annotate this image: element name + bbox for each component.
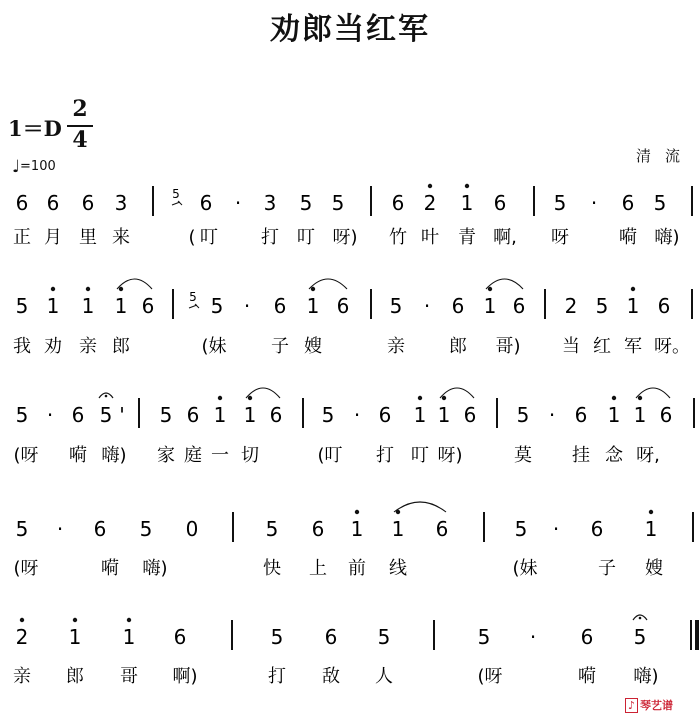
note-number: 1 — [350, 517, 364, 541]
grace-slash-icon — [172, 201, 182, 205]
lyric-syllable: 嗬 — [619, 227, 637, 248]
note-number: 2 — [15, 625, 29, 649]
lyric-syllable: 劝 — [44, 336, 62, 357]
note-number: 5 — [514, 517, 528, 541]
lyric-syllable: (妹 — [201, 336, 227, 357]
lyric-syllable: (呀 — [13, 558, 39, 579]
note-number: 5 — [477, 625, 491, 649]
lyric-syllable: (呀 — [477, 666, 503, 687]
note-number: 6 — [81, 191, 95, 215]
lyric-syllable: 打 — [268, 666, 286, 687]
lyric-syllable: 嗬 — [69, 445, 87, 466]
octave-dot-above — [638, 396, 642, 400]
grace-note: 5 — [172, 187, 180, 201]
octave-dot-above — [119, 287, 123, 291]
note-number: 5 — [210, 294, 224, 318]
note-number: 6 — [15, 191, 29, 215]
lyric-syllable: 青 — [458, 227, 476, 248]
note-number: 6 — [141, 294, 155, 318]
note-number: 6 — [173, 625, 187, 649]
lyric-syllable: 子 — [271, 336, 289, 357]
note-number: 6 — [391, 191, 405, 215]
note-number: 5 — [331, 191, 345, 215]
lyric-syllable: 呀, — [636, 445, 660, 466]
octave-dot-above — [418, 396, 422, 400]
note-number: 5 — [265, 517, 279, 541]
note-number: 6 — [324, 625, 338, 649]
barline — [544, 289, 546, 319]
note-number: 6 — [46, 191, 60, 215]
lyric-syllable: 呀 — [551, 227, 569, 248]
note-number: 6 — [435, 517, 449, 541]
barline — [302, 398, 304, 428]
note-number: 2 — [564, 294, 578, 318]
note-number: 1 — [68, 625, 82, 649]
note-number: 1 — [460, 191, 474, 215]
lyric-syllable: 嗨) — [142, 558, 168, 579]
note-number: 6 — [186, 403, 200, 427]
key-signature: 1＝D — [8, 116, 62, 141]
lyric-syllable: 嗨) — [654, 227, 680, 248]
barline — [692, 512, 694, 542]
note-number: 5 — [377, 625, 391, 649]
barline — [533, 186, 535, 216]
dot-duration: · — [56, 517, 64, 541]
lyric-syllable: (呀 — [13, 445, 39, 466]
lyric-syllable: 打 — [376, 445, 394, 466]
octave-dot-above — [428, 184, 432, 188]
lyric-syllable: 庭 — [184, 445, 202, 466]
watermark-text: 琴艺谱 — [640, 699, 674, 712]
lyric-syllable: 嗨) — [633, 666, 659, 687]
lyric-syllable: (妹 — [512, 558, 538, 579]
note-number: 1 — [114, 294, 128, 318]
note-number: 5 — [99, 403, 113, 427]
note-number: ' — [119, 403, 125, 427]
note-number: 6 — [93, 517, 107, 541]
octave-dot-above — [465, 184, 469, 188]
note-number: 1 — [122, 625, 136, 649]
lyric-syllable: 郎 — [449, 336, 467, 357]
note-number: 6 — [451, 294, 465, 318]
lyric-syllable: ( — [188, 227, 196, 248]
tempo-value: =100 — [20, 159, 56, 174]
lyric-syllable: 家 — [157, 445, 175, 466]
lyric-syllable: 呀。 — [654, 336, 690, 357]
lyric-syllable: 军 — [624, 336, 642, 357]
note-number: 6 — [574, 403, 588, 427]
note-number: 6 — [71, 403, 85, 427]
barline — [483, 512, 485, 542]
lyric-syllable: 叮 — [411, 445, 429, 466]
dot-duration: · — [234, 191, 242, 215]
note-number: 1 — [633, 403, 647, 427]
dot-duration: · — [423, 294, 431, 318]
lyric-syllable: 我 — [13, 336, 31, 357]
dot-duration: · — [552, 517, 560, 541]
note-number: 1 — [46, 294, 60, 318]
barline — [370, 289, 372, 319]
watermark-logo — [625, 697, 673, 713]
note-number: 6 — [199, 191, 213, 215]
barline — [433, 620, 435, 650]
barline — [693, 398, 695, 428]
note-number: 5 — [139, 517, 153, 541]
note-number: 1 — [391, 517, 405, 541]
lyric-syllable: 啊, — [493, 227, 517, 248]
lyric-syllable: 嗨) — [101, 445, 127, 466]
lyric-syllable: 莫 — [514, 445, 532, 466]
lyric-syllable: 嗬 — [578, 666, 596, 687]
octave-dot-above — [127, 618, 131, 622]
lyric-syllable: 叮 — [200, 227, 218, 248]
note-number: 5 — [633, 625, 647, 649]
lyric-syllable: 一 — [211, 445, 229, 466]
lyric-syllable: 叶 — [421, 227, 439, 248]
lyric-syllable: 挂 — [572, 445, 590, 466]
lyric-syllable: 上 — [309, 558, 327, 579]
octave-dot-above — [612, 396, 616, 400]
lyric-syllable: 嗬 — [101, 558, 119, 579]
song-title: 劝郎当红军 — [270, 12, 430, 47]
lyric-syllable: 竹 — [389, 227, 407, 248]
lyric-syllable: 里 — [79, 227, 97, 248]
dot-duration: · — [353, 403, 361, 427]
note-number: 5 — [15, 517, 29, 541]
note-number: 1 — [607, 403, 621, 427]
note-number: 6 — [580, 625, 594, 649]
lyric-syllable: 红 — [593, 336, 611, 357]
lyric-syllable: 切 — [241, 445, 259, 466]
lyric-syllable: 亲 — [13, 666, 31, 687]
dot-duration: · — [548, 403, 556, 427]
author-credit: 清流 — [636, 147, 695, 165]
lyric-syllable: 哥) — [495, 336, 521, 357]
note-number: 1 — [483, 294, 497, 318]
lyric-syllable: 亲 — [387, 336, 405, 357]
note-number: 1 — [81, 294, 95, 318]
note-number: 6 — [463, 403, 477, 427]
note-number: 6 — [657, 294, 671, 318]
note-number: 6 — [659, 403, 673, 427]
grace-note: 5 — [189, 290, 197, 304]
octave-dot-above — [311, 287, 315, 291]
lyric-syllable: 嫂 — [304, 336, 322, 357]
slur — [394, 502, 446, 512]
fermata-dot — [639, 617, 642, 620]
note-number: 6 — [378, 403, 392, 427]
note-number: 6 — [336, 294, 350, 318]
lyric-syllable: (叮 — [317, 445, 343, 466]
octave-dot-above — [86, 287, 90, 291]
lyric-syllable: 亲 — [79, 336, 97, 357]
dot-duration: · — [243, 294, 251, 318]
final-barline — [695, 620, 699, 650]
note-number: 1 — [437, 403, 451, 427]
note-number: 5 — [653, 191, 667, 215]
lyric-syllable: 哥 — [120, 666, 138, 687]
logo-icon: ♪ — [625, 698, 638, 713]
lyric-syllable: 郎 — [112, 336, 130, 357]
lyric-syllable: 前 — [348, 558, 366, 579]
note-number: 1 — [306, 294, 320, 318]
octave-dot-above — [631, 287, 635, 291]
lyric-syllable: 打 — [261, 227, 279, 248]
octave-dot-above — [248, 396, 252, 400]
slur — [309, 279, 347, 289]
octave-dot-above — [649, 510, 653, 514]
octave-dot-above — [73, 618, 77, 622]
note-number: 6 — [273, 294, 287, 318]
dot-duration: · — [590, 191, 598, 215]
note-number: 6 — [512, 294, 526, 318]
octave-dot-above — [51, 287, 55, 291]
note-number: 6 — [590, 517, 604, 541]
note-number: 6 — [493, 191, 507, 215]
note-number: 0 — [185, 517, 199, 541]
lyric-syllable: 快 — [263, 558, 281, 579]
note-number: 5 — [15, 294, 29, 318]
note-number: 3 — [114, 191, 128, 215]
dot-duration: · — [529, 625, 537, 649]
lyric-syllable: 念 — [605, 445, 623, 466]
time-signature-numerator: 2 — [72, 96, 88, 122]
barline — [232, 512, 234, 542]
note-number: 5 — [15, 403, 29, 427]
octave-dot-above — [20, 618, 24, 622]
barline — [691, 289, 693, 319]
note-number: 6 — [311, 517, 325, 541]
note-number: 1 — [413, 403, 427, 427]
note-number: 5 — [159, 403, 173, 427]
barline — [690, 620, 692, 650]
lyric-syllable: 人 — [375, 666, 393, 687]
dot-duration: · — [46, 403, 54, 427]
grace-slash-icon — [189, 304, 199, 308]
barline — [231, 620, 233, 650]
lyric-syllable: 线 — [389, 558, 407, 579]
lyric-syllable: 啊) — [172, 666, 198, 687]
note-number: 1 — [243, 403, 257, 427]
barline — [496, 398, 498, 428]
note-number: 5 — [321, 403, 335, 427]
lyric-syllable: 敌 — [322, 666, 340, 687]
barline — [691, 186, 693, 216]
octave-dot-above — [218, 396, 222, 400]
lyric-syllable: 月 — [44, 227, 62, 248]
lyric-syllable: 当 — [562, 336, 580, 357]
barline — [172, 289, 174, 319]
note-number: 5 — [553, 191, 567, 215]
barline — [370, 186, 372, 216]
lyric-syllable: 呀) — [437, 445, 463, 466]
barline — [138, 398, 140, 428]
note-number: 5 — [595, 294, 609, 318]
lyric-syllable: 郎 — [66, 666, 84, 687]
note-number: 5 — [516, 403, 530, 427]
note-number: 2 — [423, 191, 437, 215]
note-number: 1 — [213, 403, 227, 427]
quarter-note-icon: ♩ — [12, 157, 21, 177]
note-number: 1 — [644, 517, 658, 541]
lyric-syllable: 来 — [112, 227, 130, 248]
note-number: 5 — [389, 294, 403, 318]
octave-dot-above — [355, 510, 359, 514]
note-number: 5 — [270, 625, 284, 649]
fermata-dot — [105, 395, 108, 398]
note-number: 1 — [626, 294, 640, 318]
octave-dot-above — [488, 287, 492, 291]
lyric-syllable: 呀) — [332, 227, 358, 248]
lyric-syllable: 嫂 — [645, 558, 663, 579]
note-number: 5 — [299, 191, 313, 215]
note-number: 3 — [263, 191, 277, 215]
lyric-syllable: 子 — [598, 558, 616, 579]
note-number: 6 — [269, 403, 283, 427]
octave-dot-above — [442, 396, 446, 400]
lyric-syllable: 正 — [13, 227, 31, 248]
note-number: 6 — [621, 191, 635, 215]
time-signature-denominator: 4 — [72, 127, 88, 153]
lyric-syllable: 叮 — [297, 227, 315, 248]
barline — [152, 186, 154, 216]
